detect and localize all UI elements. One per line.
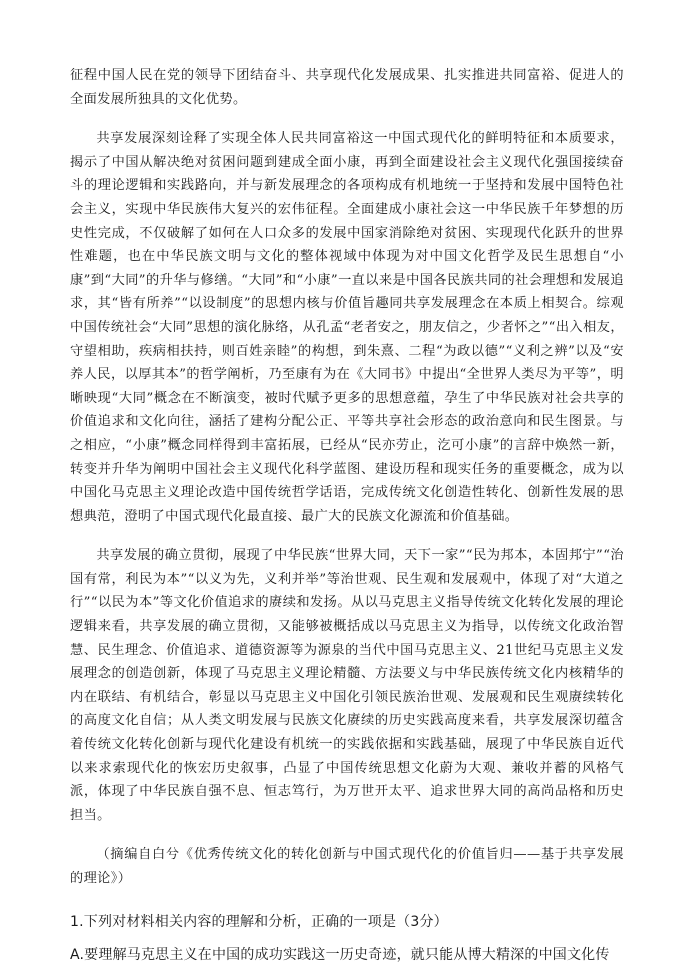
option-a: A.要理解马克思主义在中国的成功实践这一历史奇迹，就只能从博大精深的中国文化传 <box>70 946 610 963</box>
question-stem: 1.下列对材料相关内容的理解和分析，正确的一项是（3分） <box>70 913 448 930</box>
paragraph-implementation: 共享发展的确立贯彻，展现了中华民族“世界大同，天下一家”“民为邦本，本固邦宁”“治国有常，利民为本”“以义为先，义利并举”等治世观、民生观和发展观中，体现了对“大道之行”“以民为本”等文化价值追求的赓续和发扬。从以马克思主义指导传统文化转化发展的理论逻辑来看，共享发展的确立贯彻，又能够被概括成以马克思主义为指导，以传统文化政治智慧、民生理念、价值追求、道德资源等为源泉的当代中国马克思主义、21世纪马克思主义发展理念的创造创新，体现了马克思主义理论精髓、方法要义与中华民族传统文化内核精华的内在联结、有机结合，彰显以马克思主义中国化引领民族治世观、发展观和民生观赓续转化的高度文化自信；从人类文明发展与民族文化赓续的历史实践高度来看，共享发展深切蕴含着传统文化转化创新与现代化建设有机统一的实践依据和实践基础，展现了中华民族自近代以来求索现代化的恢宏历史叙事，凸显了中国传统思想文化蔚为大观、兼收并蓄的风格气派，体现了中华民族自强不息、恒志笃行，为万世开太平、追求世界大同的高尚品格和历史担当。 <box>70 548 624 823</box>
document-page <box>70 64 624 967</box>
paragraph-continuation: 征程中国人民在党的领导下团结奋斗、共享现代化发展成果、扎实推进共同富裕、促进人的全面发展所独具的文化优势。 <box>70 68 624 107</box>
source-citation: （摘编自白兮《优秀传统文化的转化创新与中国式现代化的价值旨归——基于共享发展的理论》） <box>70 847 624 886</box>
paragraph-shared-development: 共享发展深刻诠释了实现全体人民共同富裕这一中国式现代化的鲜明特征和本质要求，揭示了中国从解决绝对贫困问题到建成全面小康，再到全面建设社会主义现代化强国接续奋斗的理论逻辑和实践路向，并与新发展理念的各项构成有机地统一于坚持和发展中国特色社会主义，实现中华民族伟大复兴的宏伟征程。全面建成小康社会这一中华民族千年梦想的历史性完成，不仅破解了如何在人口众多的发展中国家消除绝对贫困、实现现代化跃升的世界性难题，也在中华民族文明与文化的整体视域中体现为对中国文化哲学及民生思想自“小康”到“大同”的升华与修缮。“大同”和“小康”一直以来是中国各民族共同的社会理想和发展追求，其“皆有所养”“以设制度”的思想内核与价值旨趣同共享发展理念在本质上相契合。综观中国传统社会“大同”思想的演化脉络，从孔孟“老者安之，朋友信之，少者怀之”“出入相友，守望相助，疾病相扶持，则百姓亲睦”的构想，到朱熹、二程“为政以德”“义利之辨”以及“安养人民，以厚其本”的哲学阐析，乃至康有为在《大同书》中提出“全世界人类尽为平等”，明晰映现“大同”概念在不断演变，被时代赋予更多的思想意蕴，孕生了中华民族对社会共享的价值追求和文化向往，涵括了建构分配公正、平等共享社会形态的政治意向和民生图景。与之相应，“小康”概念同样得到丰富拓展，已经从“民亦劳止，汔可小康”的言辞中焕然一新，转变并升华为阐明中国社会主义现代化科学蓝图、建设历程和现实任务的重要概念，成为以中国化马克思主义理论改造中国传统哲学话语，完成传统文化创造性转化、创新性发展的思想典范，澄明了中国式现代化最直接、最广大的民族文化源流和价值基础。 <box>70 131 624 524</box>
